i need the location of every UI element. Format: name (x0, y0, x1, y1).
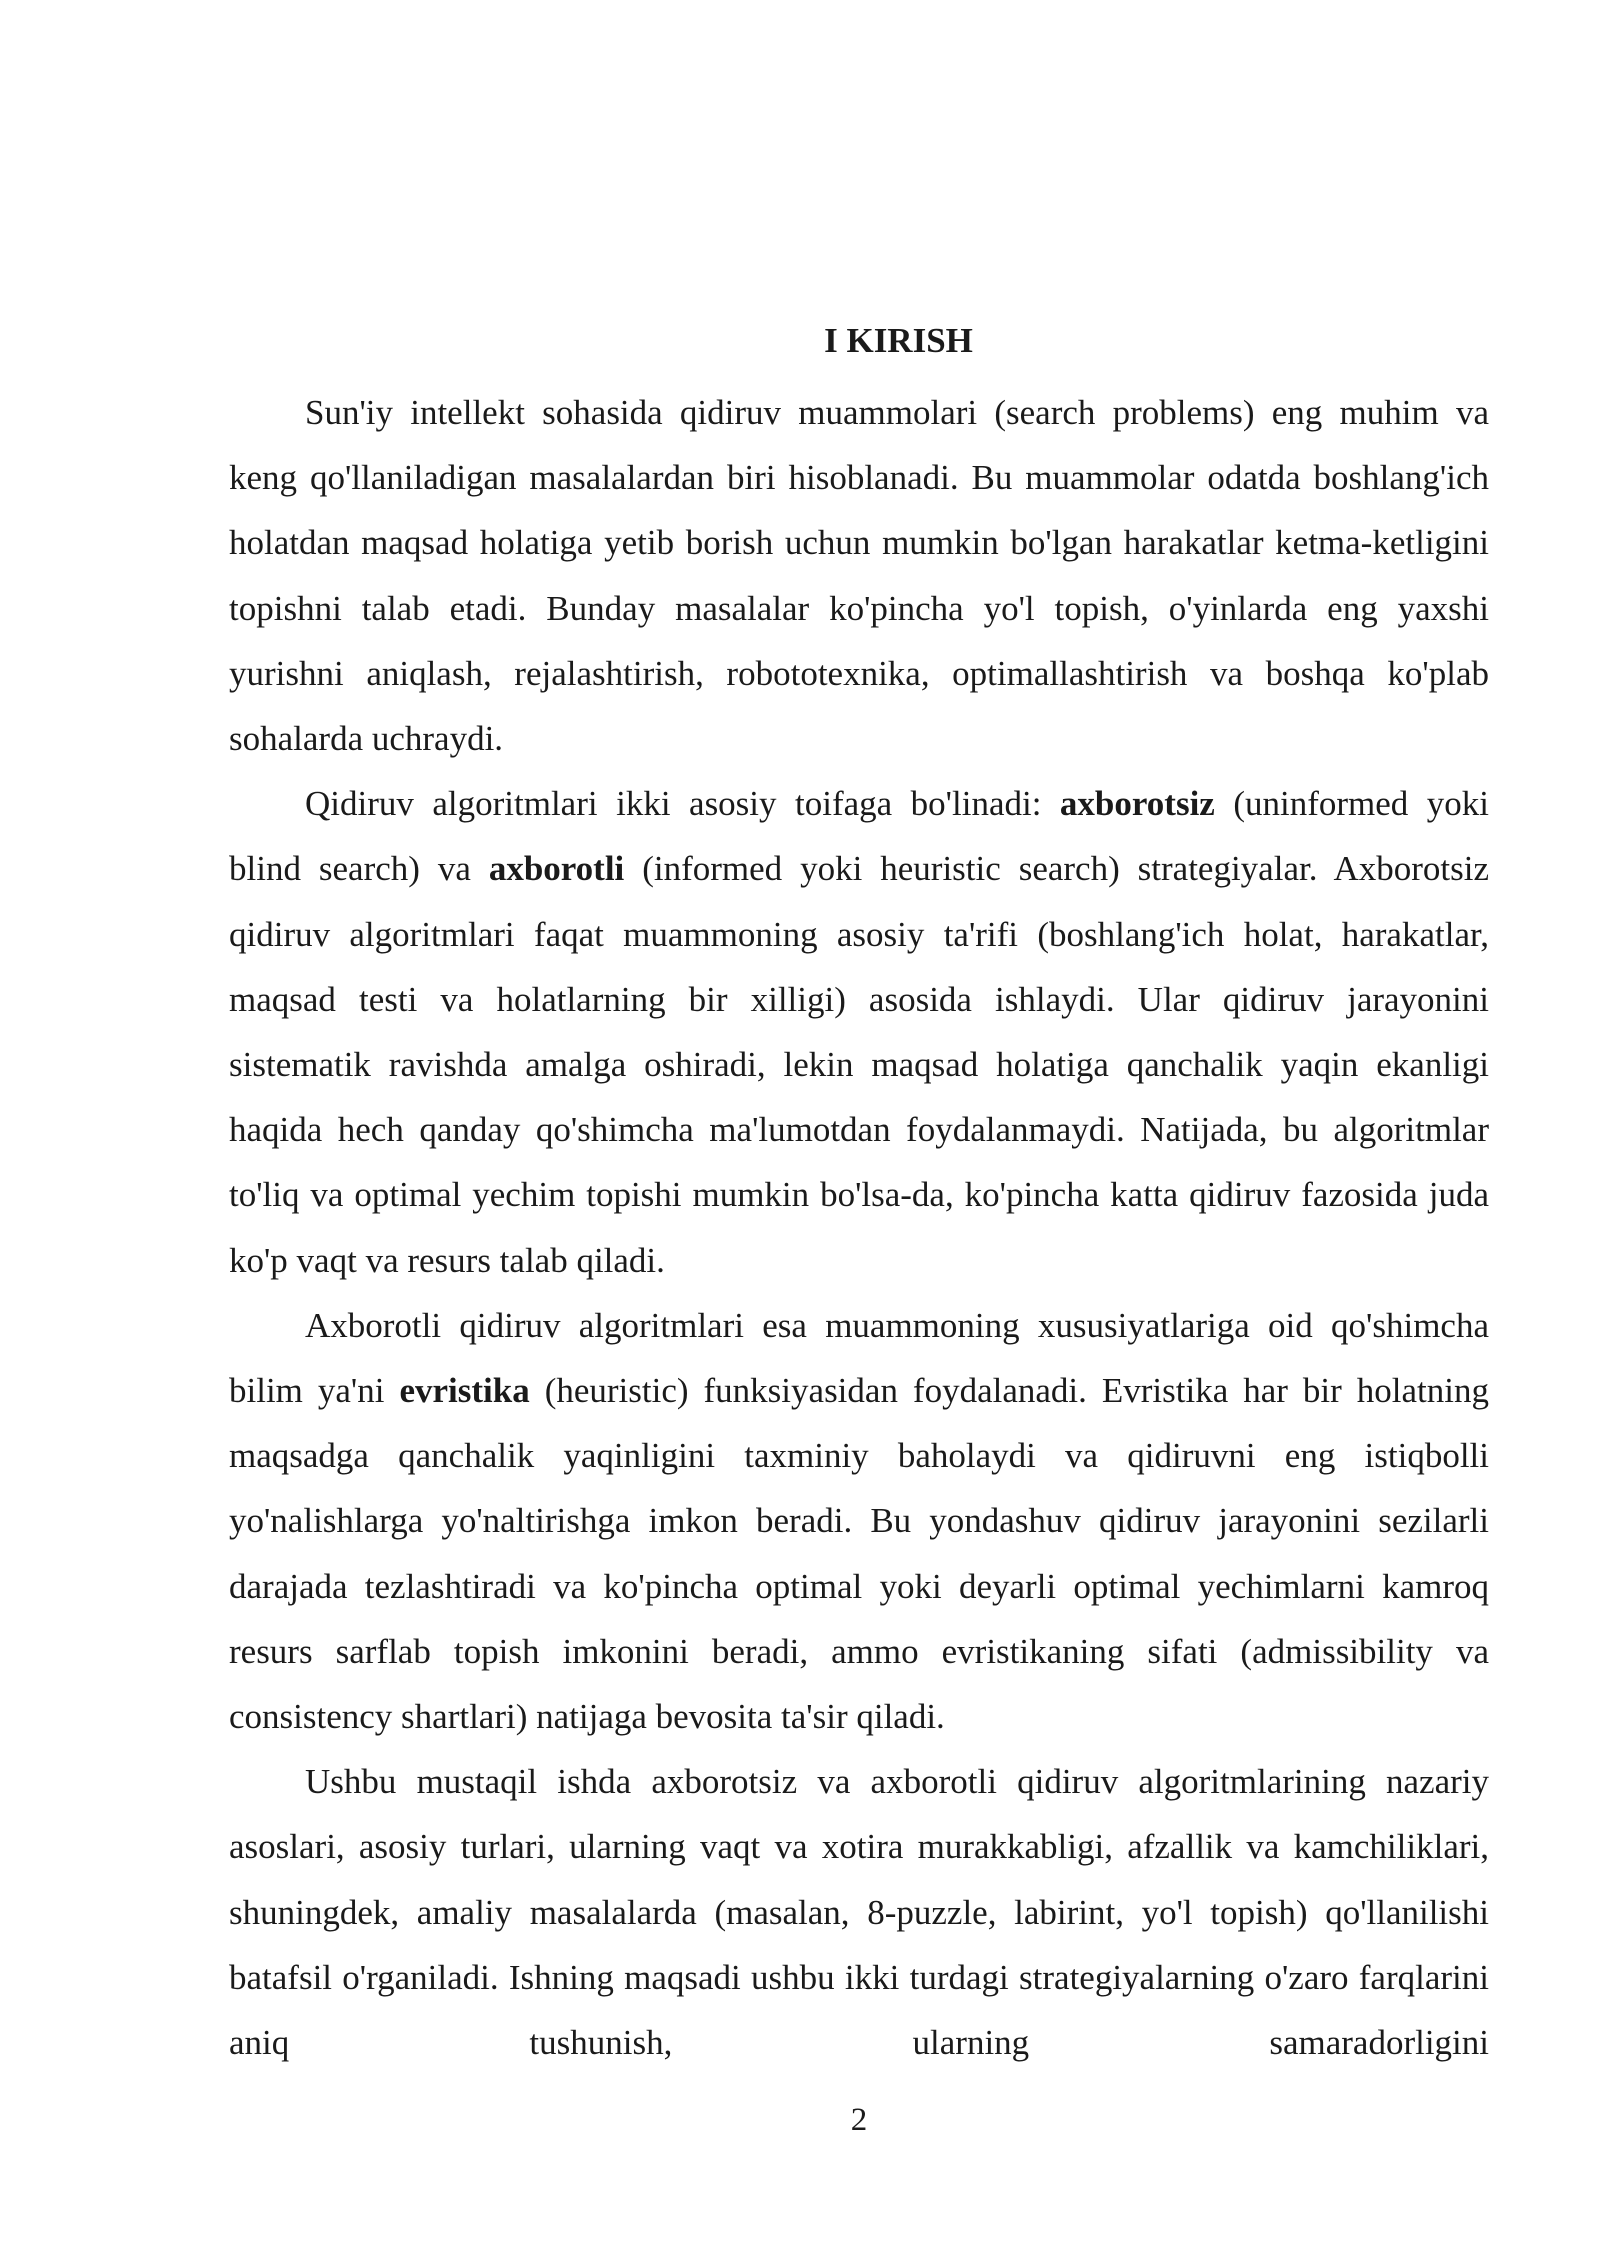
paragraph-3-text-2: (heuristic) funksiyasidan foydalanadi. Evristika har bir holatning maqsadga qanchalik yaqinligini taxminiy baholaydi va qidiruvni eng istiqbolli yo'nalishlarga yo'naltirishga imkon beradi. Bu yondashuv qidiruv jarayonini sezilarli darajada tezlashtiradi va ko'pincha optimal yoki deyarli optimal yechimlarni kamroq resurs sarflab topish imkonini beradi, ammo evristikaning sifati (admissibility va consistency shartlari) natijaga bevosita ta'sir qiladi. (229, 1371, 1489, 1737)
paragraph-2-text-2: (uninformed yoki blind search) va (229, 784, 1489, 889)
term-axborotli: axborotli (488, 849, 625, 889)
paragraph-1: Sun'iy intellekt sohasida qidiruv muammolari (search problems) eng muhim va keng qo'llaniladigan masalalardan biri hisoblanadi. Bu muammolar odatda boshlang'ich holatdan maqsad holatiga yetib borish uchun mumkin bo'lgan harakatlar ketma-ketligini topishni talab etadi. Bunday masalalar ko'pincha yo'l topish, o'yinlarda eng yaxshi yurishni aniqlash, rejalashtirish, robototexnika, optimallashtirish va boshqa ko'plab sohalarda uchraydi. (229, 393, 1489, 759)
paragraph-3 (229, 1293, 1489, 1749)
paragraph-4: Ushbu mustaqil ishda axborotsiz va axborotli qidiruv algoritmlarining nazariy asoslari, asosiy turlari, ularning vaqt va xotira murakkabligi, afzallik va kamchiliklari, shuningdek, amaliy masalalarda (masalan, 8-puzzle, labirint, yo'l topish) qo'llanilishi batafsil o'rganiladi. Ishning maqsadi ushbu ikki turdagi strategiyalarning o'zaro farqlarini aniq tushunish, ularning samaradorligini (229, 1762, 1489, 2063)
body-text (229, 380, 1489, 2075)
paragraph-3-text-1: Axborotli qidiruv algoritmlari esa muammoning xususiyatlariga oid qo'shimcha bilim ya'ni (229, 1305, 1489, 1411)
paragraph-2-text-1: Qidiruv algoritmlari ikki asosiy toifaga bo'linadi: (305, 784, 1060, 824)
term-axborotsiz: axborotsiz (1059, 784, 1215, 824)
section-title: I KIRISH (824, 321, 973, 360)
paragraph-2-text-3: (informed yoki heuristic search) strategiyalar. Axborotsiz qidiruv algoritmlari faqat muammoning asosiy ta'rifi (boshlang'ich holat, harakatlar, maqsad testi va holatlarning bir xilligi) asosida ishlaydi. Ular qidiruv jarayonini sistematik ravishda amalga oshiradi, lekin maqsad holatiga qanchalik yaqin ekanligi haqida hech qanday qo'shimcha ma'lumotdan foydalanmaydi. Natijada, bu algoritmlar to'liq va optimal yechim topishi mumkin bo'lsa-da, ko'pincha katta qidiruv fazosida juda ko'p vaqt va resurs talab qiladi. (229, 849, 1489, 1280)
term-evristika: evristika (399, 1371, 530, 1411)
page-number: 2 (850, 2102, 868, 2138)
paragraph-2 (229, 771, 1489, 1293)
